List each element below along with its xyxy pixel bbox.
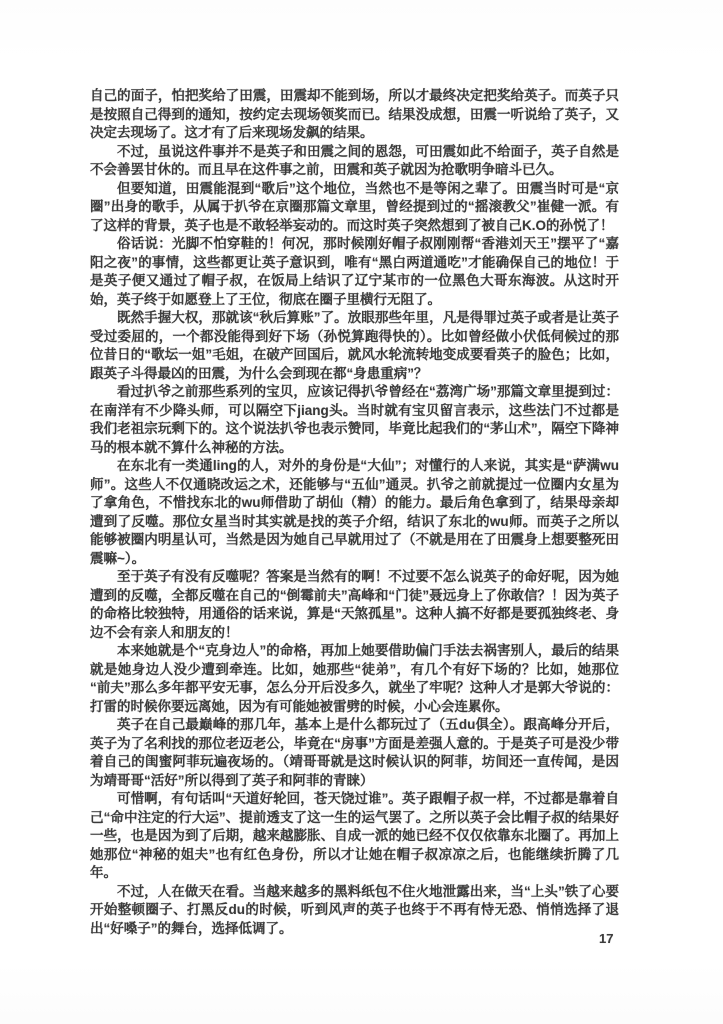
paragraph: 但要知道，田震能混到“歌后”这个地位，当然也不是等闲之辈了。田震当时可是“京圈”出身的歌手，从属于扒爷在京圈那篇文章里，曾经提到过的“摇滚教父”崔健一派。有了这样的背景，英子也是不敢轻举妄动的。而这时英子突然想到了被自己K.O的孙悦了！: [90, 180, 619, 233]
paragraph: 英子在自己最巅峰的那几年，基本上是什么都玩过了（五du俱全）。跟高峰分开后，英子为了名利找的那位老迈老公，毕竟在“房事”方面是差强人意的。于是英子可是没少带着自己的闺蜜阿菲玩遍夜场的。（靖哥哥就是这时候认识的阿菲，坊间还一直传闻，是因为靖哥哥“活好”所以得到了英子和阿菲的青睐）: [90, 717, 619, 788]
paragraph: 既然手握大权，那就该“秋后算账”了。放眼那些年里，凡是得罪过英子或者是让英子受过委屈的，一个都没能得到好下场（孙悦算跑得快的）。比如曾经做小伏低伺候过的那位昔日的“歌坛一姐”毛姐，在破产回国后，就风水轮流转地变成要看英子的脸色；比如，跟英子斗得最凶的田震，为什么会到现在都“身患重病”？: [90, 310, 619, 381]
paragraph: 本来她就是个“克身边人”的命格，再加上她要借助偏门手法去祸害别人，最后的结果就是她身边人没少遭到牵连。比如，她那些“徒弟”，有几个有好下场的？比如，她那位“前夫”那么多年都平安无事，怎么分开后没多久，就坐了牢呢？这种人才是郭大爷说的：打雷的时候你要远离她，因为有可能她被雷劈的时候，小心会连累你。: [90, 643, 619, 714]
paragraph: 至于英子有没有反噬呢？答案是当然有的啊！不过要不怎么说英子的命好呢，因为她遭到的反噬，全都反噬在自己的“倒霉前夫”高峰和“门徒”聂远身上了你敢信？！因为英子的命格比较独特，用通俗的话来说，算是“天煞孤星”。这种人搞不好都是要孤独终老、身边不会有亲人和朋友的！: [90, 569, 619, 640]
paragraph: 可惜啊，有句话叫“天道好轮回，苍天饶过谁”。英子跟帽子叔一样，不过都是靠着自己“命中注定的行大运”、提前透支了这一生的运气罢了。之所以英子会比帽子叔的结果好一些，也是因为到了后期，越来越膨胀、自成一派的她已经不仅仅依靠东北圈了。再加上她那位“神秘的姐夫”也有红色身份，所以才让她在帽子叔凉凉之后，也能继续折腾了几年。: [90, 791, 619, 880]
paragraph: 俗话说：光脚不怕穿鞋的！何况，那时候刚好帽子叔刚刚帮“香港刘天王”摆平了“嘉阳之夜”的事情，这些都更让英子意识到，唯有“黑白两道通吃”才能确保自己的地位！于是英子便又通过了帽子叔，在饭局上结识了辽宁某市的一位黑色大哥东海波。从这时开始，英子终于如愿登上了王位，彻底在圈子里横行无阻了。: [90, 236, 619, 307]
paragraph: 不过，人在做天在看。当越来越多的黑料纸包不住火地泄露出来，当“上头”铁了心要开始整顿圈子、打黑反du的时候，听到风声的英子也终于不再有恃无恐、悄悄选择了退出“好嗓子”的舞台，选择低调了。: [90, 883, 619, 936]
paragraph: 不过，虽说这件事并不是英子和田震之间的恩怨，可田震如此不给面子，英子自然是不会善罢甘休的。而且早在这件事之前，田震和英子就因为抢歌明争暗斗已久。: [90, 143, 619, 177]
paragraph: 在东北有一类通ling的人，对外的身份是“大仙”；对懂行的人来说，其实是“萨满wu师”。这些人不仅通晓改运之术，还能够与“五仙”通灵。扒爷之前就提过一位圈内女星为了拿角色，不惜找东北的wu师借助了胡仙（精）的能力。最后角色拿到了，结果母亲却遭到了反噬。那位女星当时其实就是找的英子介绍，结识了东北的wu师。而英子之所以能够被圈内明星认可，当然是因为她自己早就用过了（不就是用在了田震身上想要整死田震嘛~）。: [90, 458, 619, 566]
page-number: 17: [599, 931, 614, 946]
paragraph: 自己的面子，怕把奖给了田震，田震却不能到场，所以才最终决定把奖给英子。而英子只是按照自己得到的通知，按约定去现场领奖而已。结果没成想，田震一听说给了英子，又决定去现场了。这才有了后来现场发飙的结果。: [90, 88, 619, 140]
body-text: [90, 87, 619, 938]
paragraph: 看过扒爷之前那些系列的宝贝，应该记得扒爷曾经在“荔湾广场”那篇文章里提到过：在南洋有不少降头师，可以隔空下jiang头。当时就有宝贝留言表示，这些法门不过都是我们老祖宗玩剩下的。这个说法扒爷也表示赞同，毕竟比起我们的“茅山术”，隔空下降神马的根本就不算什么神秘的方法。: [90, 384, 619, 455]
